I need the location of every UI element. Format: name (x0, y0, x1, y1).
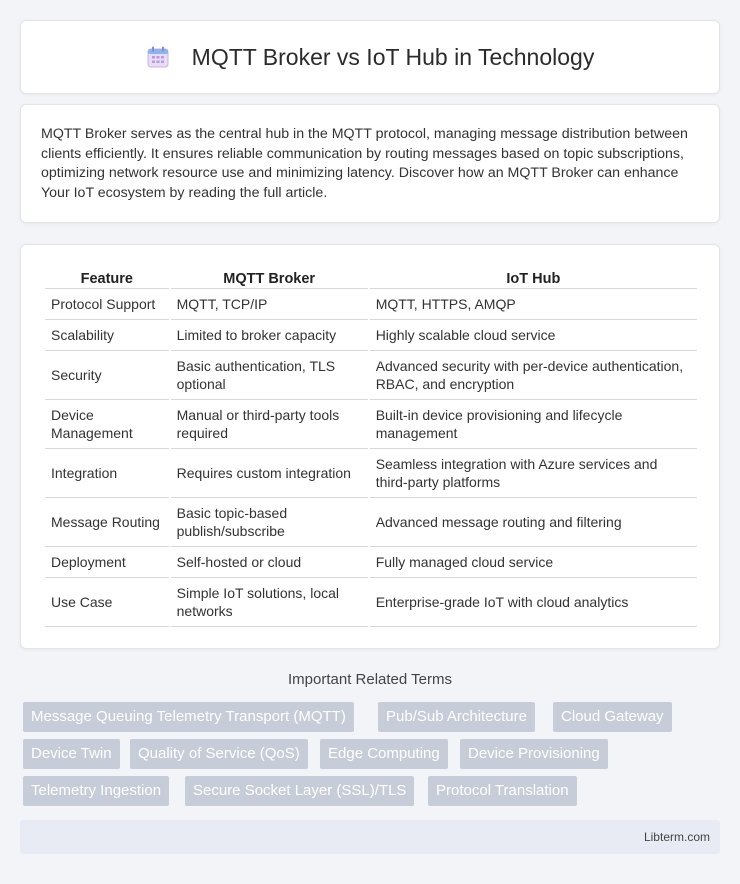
table-cell: Use Case (45, 578, 169, 627)
related-term-tag[interactable]: Quality of Service (QoS) (130, 739, 308, 769)
table-cell: Integration (45, 449, 169, 498)
table-cell: Highly scalable cloud service (370, 320, 697, 351)
table-cell: Security (45, 351, 169, 400)
comparison-table-card (20, 244, 720, 649)
table-row (45, 578, 697, 627)
table-cell: Basic topic-based publish/subscribe (171, 498, 368, 547)
header-feature: Feature (45, 265, 169, 289)
table-row (45, 498, 697, 547)
table-cell: Protocol Support (45, 289, 169, 320)
table-row (45, 449, 697, 498)
related-term-tag[interactable]: Pub/Sub Architecture (378, 702, 535, 732)
related-term-tag[interactable]: Cloud Gateway (553, 702, 672, 732)
table-row (45, 400, 697, 449)
header-mqtt-broker: MQTT Broker (171, 265, 368, 289)
related-term-tag[interactable]: Device Provisioning (460, 739, 608, 769)
table-row (45, 320, 697, 351)
table-cell: Basic authentication, TLS optional (171, 351, 368, 400)
table-cell: Deployment (45, 547, 169, 578)
footer-site-link[interactable]: Libterm.com (643, 830, 710, 844)
page-title: MQTT Broker vs IoT Hub in Technology (191, 43, 595, 70)
intro-card (20, 104, 720, 223)
table-cell: Seamless integration with Azure services and third-party platforms (370, 449, 697, 498)
intro-text: MQTT Broker serves as the central hub in the MQTT protocol, managing message distribution between clients efficiently. It ensures reliable communication by routing messages based on topic subscriptions, optimizing network resource use and minimizing latency. Discover how an MQTT Broker can enhance Your IoT ecosystem by reading the full article. (41, 126, 688, 201)
table-cell: Self-hosted or cloud (171, 547, 368, 578)
table-cell: Limited to broker capacity (171, 320, 368, 351)
title-card (20, 20, 720, 94)
table-cell: Requires custom integration (171, 449, 368, 498)
table-cell: Enterprise-grade IoT with cloud analytics (370, 578, 697, 627)
related-term-tag[interactable]: Telemetry Ingestion (23, 776, 169, 806)
related-term-tag[interactable]: Message Queuing Telemetry Transport (MQTT) (23, 702, 354, 732)
comparison-table (43, 265, 699, 627)
related-term-tag[interactable]: Edge Computing (320, 739, 448, 769)
table-cell: Fully managed cloud service (370, 547, 697, 578)
footer (20, 820, 720, 854)
table-cell: Manual or third-party tools required (171, 400, 368, 449)
related-term-tag[interactable]: Device Twin (23, 739, 120, 769)
related-term-tag[interactable]: Protocol Translation (428, 776, 577, 806)
header-iot-hub: IoT Hub (370, 265, 697, 289)
table-header-row (45, 265, 697, 289)
calendar-icon (146, 45, 170, 69)
table-cell: Advanced security with per-device authentication, RBAC, and encryption (370, 351, 697, 400)
related-term-tag[interactable]: Secure Socket Layer (SSL)/TLS (185, 776, 414, 806)
table-row (45, 351, 697, 400)
table-cell: MQTT, TCP/IP (171, 289, 368, 320)
table-cell: Advanced message routing and filtering (370, 498, 697, 547)
table-row (45, 289, 697, 320)
table-cell: Device Management (45, 400, 169, 449)
table-cell: Scalability (45, 320, 169, 351)
table-cell: MQTT, HTTPS, AMQP (370, 289, 697, 320)
table-row (45, 547, 697, 578)
table-cell: Simple IoT solutions, local networks (171, 578, 368, 627)
related-terms-title: Important Related Terms (288, 671, 452, 688)
table-cell: Message Routing (45, 498, 169, 547)
table-cell: Built-in device provisioning and lifecycle management (370, 400, 697, 449)
